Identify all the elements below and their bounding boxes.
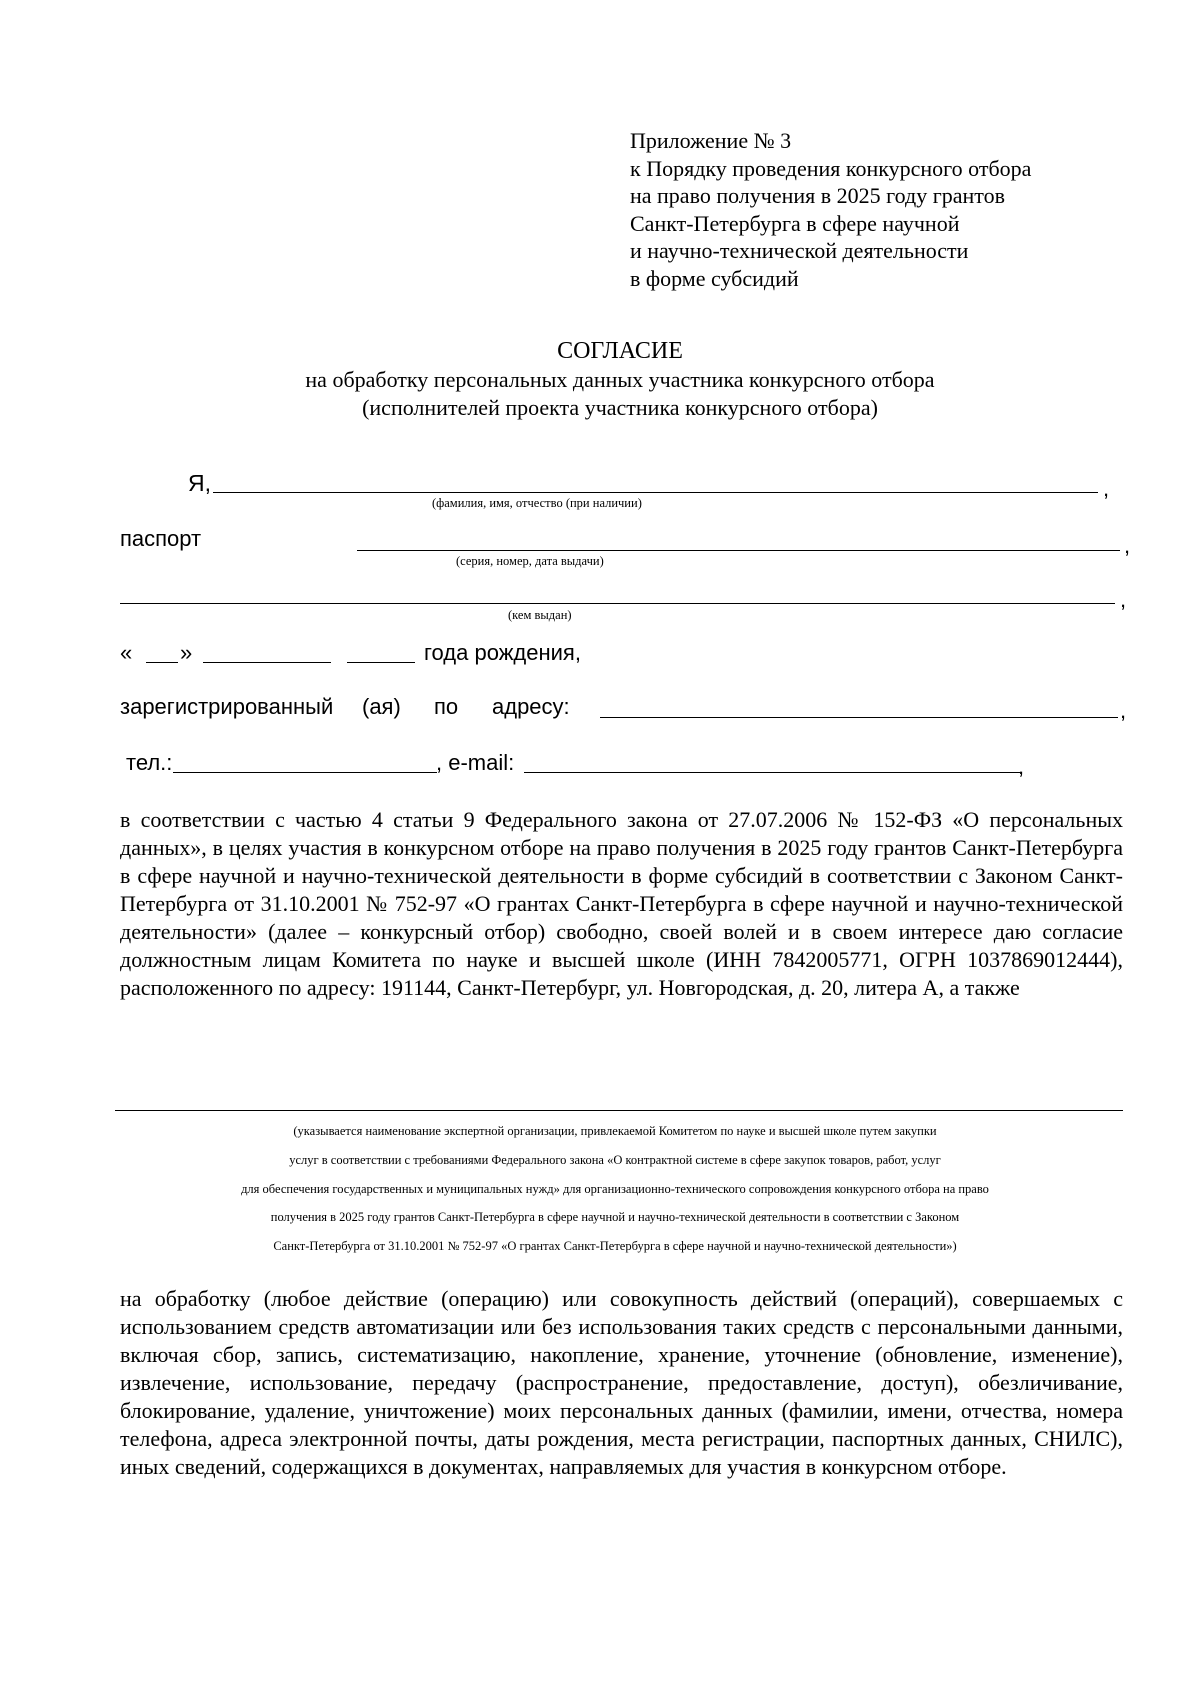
note-line: (указывается наименование экспертной организации, привлекаемой Комитетом по науке и высшей школе путем закупки: [293, 1124, 937, 1138]
email-label: , e-mail:: [436, 750, 515, 775]
subtitle-line: на обработку персональных данных участника конкурсного отбора: [305, 367, 935, 392]
appendix-line: Санкт-Петербурга в сфере научной: [630, 210, 960, 236]
birth-year-input-line[interactable]: [347, 662, 415, 663]
quote-close: »: [180, 640, 193, 665]
appendix-line: на право получения в 2025 году грантов: [630, 183, 1005, 209]
appendix-line: в форме субсидий: [630, 265, 799, 291]
expert-org-note: [110, 1117, 1120, 1261]
expert-org-input-line[interactable]: [115, 1110, 1123, 1111]
email-input-line[interactable]: [524, 772, 1020, 773]
birth-day-input-line[interactable]: [146, 662, 178, 663]
reg-word-4: адресу:: [492, 694, 570, 719]
document-subtitle: [0, 366, 1200, 422]
document-title: СОГЛАСИЕ: [557, 338, 683, 364]
issued-by-input-line[interactable]: [120, 603, 1115, 604]
appendix-reference: [630, 127, 1031, 293]
consent-paragraph-1: в соответствии с частью 4 статьи 9 Федерального закона от 27.07.2006 № 152-ФЗ «О персональных данных», в целях участия в конкурсном отборе на право получения в 2025 году грантов Санкт-Петербурга в сфере научной и научно-технической деятельности в форме субсидий в соответствии с Законом Санкт-Петербурга от 31.10.2001 № 752-97 «О грантах Санкт-Петербурга в сфере научной и научно-технической деятельности» (далее – конкурсный отбор) свободно, своей волей и в своем интересе даю согласие должностным лицам Комитета по науке и высшей школе (ИНН 7842005771, ОГРН 1037869012444), расположенного по адресу: 191144, Санкт-Петербург, ул. Новгородская, д. 20, литера А, а также: [120, 807, 1123, 1000]
passport-hint: (серия, номер, дата выдачи): [456, 554, 604, 568]
quote-open: «: [120, 640, 133, 665]
issued-by-comma: ,: [1120, 587, 1127, 612]
note-line: Санкт-Петербурга от 31.10.2001 № 752-97 «О грантах Санкт-Петербурга в сфере научной и научно-технической деятельности»): [273, 1239, 957, 1254]
issued-by-hint: (кем выдан): [508, 608, 572, 622]
reg-word-3: по: [434, 694, 459, 719]
appendix-line: Приложение № 3: [630, 128, 792, 153]
tel-input-line[interactable]: [173, 772, 437, 773]
passport-input-line[interactable]: [357, 550, 1120, 551]
appendix-line: к Порядку проведения конкурсного отбора: [630, 155, 1032, 181]
tel-label: тел.:: [126, 750, 173, 775]
fio-comma: ,: [1103, 476, 1110, 501]
note-line: для обеспечения государственных и муниципальных нужд» для организационно-технического сопровождения конкурсного отбора на право: [241, 1181, 989, 1196]
passport-label: паспорт: [120, 526, 202, 551]
email-comma: ,: [1018, 754, 1025, 779]
note-line: получения в 2025 году грантов Санкт-Петербурга в сфере научной и научно-технической деятельности в соответствии с Законом: [270, 1210, 960, 1225]
birth-label: года рождения,: [424, 640, 581, 665]
reg-word-1: зарегистрированный: [120, 694, 334, 719]
fio-input-line[interactable]: [213, 492, 1098, 493]
fio-hint: (фамилия, имя, отчество (при наличии): [432, 496, 642, 510]
consent-paragraph-2: на обработку (любое действие (операцию) или совокупность действий (операций), совершаемых с использованием средств автоматизации или без использования таких средств с персональными данными, включая сбор, запись, систематизацию, накопление, хранение, уточнение (обновление, изменение), извлечение, использование, передачу (распространение, предоставление, доступ), обезличивание, блокирование, удаление, уничтожение) моих персональных данных (фамилии, имени, отчества, номера телефона, адреса электронной почты, даты рождения, места регистрации, паспортных данных, СНИЛС), иных сведений, содержащихся в документах, направляемых для участия в конкурсном отборе.: [120, 1286, 1123, 1479]
birth-month-input-line[interactable]: [203, 662, 331, 663]
subtitle-line: (исполнителей проекта участника конкурсного отбора): [362, 395, 878, 420]
reg-word-2: (ая): [362, 694, 401, 719]
address-input-line[interactable]: [600, 717, 1118, 718]
ya-label: Я,: [188, 470, 211, 496]
address-comma: ,: [1120, 698, 1127, 723]
appendix-line: и научно-технической деятельности: [630, 238, 969, 264]
passport-comma: ,: [1124, 533, 1131, 558]
note-line: услуг в соответствии с требованиями Федерального закона «О контрактной системе в сфере закупок товаров, работ, услуг: [289, 1152, 941, 1167]
